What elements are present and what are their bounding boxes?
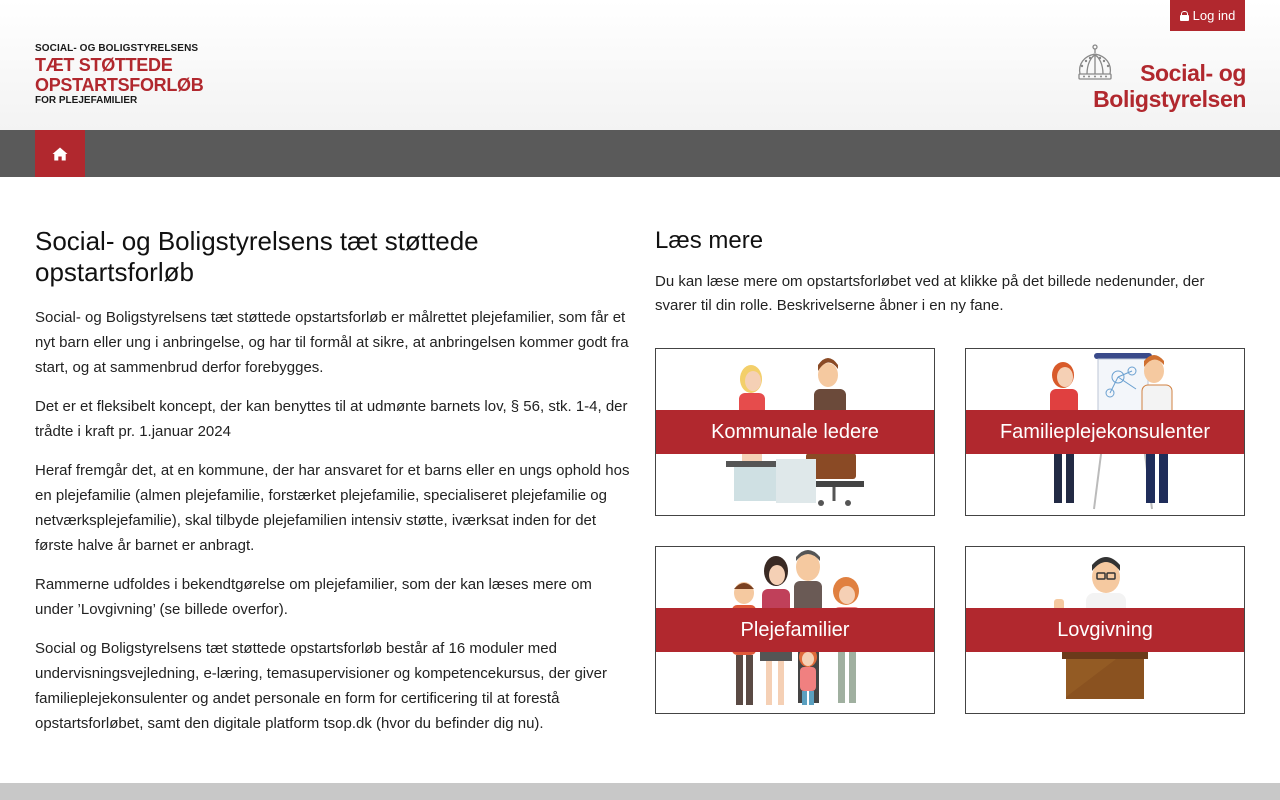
intro-section bbox=[35, 226, 630, 750]
lock-icon bbox=[1180, 11, 1189, 21]
read-more-section bbox=[655, 226, 1245, 318]
agency-logo[interactable] bbox=[1072, 44, 1248, 116]
main-navigation bbox=[0, 130, 1280, 177]
intro-paragraph-3: Heraf fremgår det, at en kommune, der har ansvaret for et barns eller en ungs ophold hos en plejefamilie (almen plejefamilie, forstærket plejefamilie, specialiseret plejefamilie og netværksplejefamilie), skal tilbyde plejefamilien intensiv støtte, iværksat inden for det første halve år barnet er anbragt. bbox=[35, 462, 630, 554]
intro-paragraph-2: Det er et fleksibelt koncept, der kan benyttes til at udmønte barnets lov, § 56, stk. 1-4, der trådte i kraft pr. 1.januar 2024 bbox=[35, 398, 628, 440]
role-card-plejefamilier[interactable] bbox=[655, 546, 935, 714]
read-more-intro: Du kan læse mere om opstartsforløbet ved at klikke på det billede nedenunder, der svarer til din rolle. Beskrivelserne åbner i en ny fane. bbox=[655, 273, 1205, 314]
role-card-familieplejekonsulenter[interactable] bbox=[965, 348, 1245, 516]
role-card-label: Familieplejekonsulenter bbox=[966, 410, 1244, 454]
login-label: Log ind bbox=[1192, 8, 1236, 23]
site-logo-line1: SOCIAL- OG BOLIGSTYRELSENS bbox=[35, 43, 199, 54]
site-logo-line2: TÆT STØTTEDE bbox=[35, 55, 173, 75]
site-footer bbox=[0, 783, 1280, 800]
home-button[interactable] bbox=[35, 130, 85, 177]
role-card-lovgivning[interactable] bbox=[965, 546, 1245, 714]
intro-paragraph-5: Social og Boligstyrelsens tæt støttede opstartsforløb består af 16 moduler med undervisningsvejledning, e-læring, temasupervisioner og kompetencekursus, der giver familieplejekonsulenter og andet personale en form for certificering til at forestå opstartsforløbet, samt den digitale platform tsop.dk (hvor du befinder dig nu). bbox=[35, 640, 607, 732]
agency-name-line2: Boligstyrelsen bbox=[1093, 86, 1246, 112]
role-card-label: Lovgivning bbox=[966, 608, 1244, 652]
site-logo[interactable] bbox=[35, 44, 215, 114]
agency-name bbox=[1078, 60, 1246, 112]
site-logo-line4: FOR PLEJEFAMILIER bbox=[35, 95, 138, 106]
login-button[interactable] bbox=[1170, 0, 1245, 31]
role-card-label: Plejefamilier bbox=[656, 608, 934, 652]
intro-paragraph-4: Rammerne udfoldes i bekendtgørelse om plejefamilier, som der kan læses mere om under ’Lovgivning’ (se billede overfor). bbox=[35, 576, 592, 618]
role-card-label: Kommunale ledere bbox=[656, 410, 934, 454]
role-card-kommunale-ledere[interactable] bbox=[655, 348, 935, 516]
page-title: Social- og Boligstyrelsens tæt støttede opstartsforløb bbox=[35, 226, 479, 287]
site-logo-line3: OPSTARTSFORLØB bbox=[35, 75, 204, 95]
intro-paragraph-1: Social- og Boligstyrelsens tæt støttede opstartsforløb er målrettet plejefamilier, som får et nyt barn eller ung i anbringelse, og har til formål at sikre, at anbringelsen kommer godt fra start, og at sammenbrud derfor forebygges. bbox=[35, 309, 629, 376]
site-header bbox=[0, 0, 1280, 130]
home-icon bbox=[52, 147, 68, 161]
agency-name-line1: Social- og bbox=[1140, 60, 1246, 86]
read-more-title: Læs mere bbox=[655, 227, 764, 254]
